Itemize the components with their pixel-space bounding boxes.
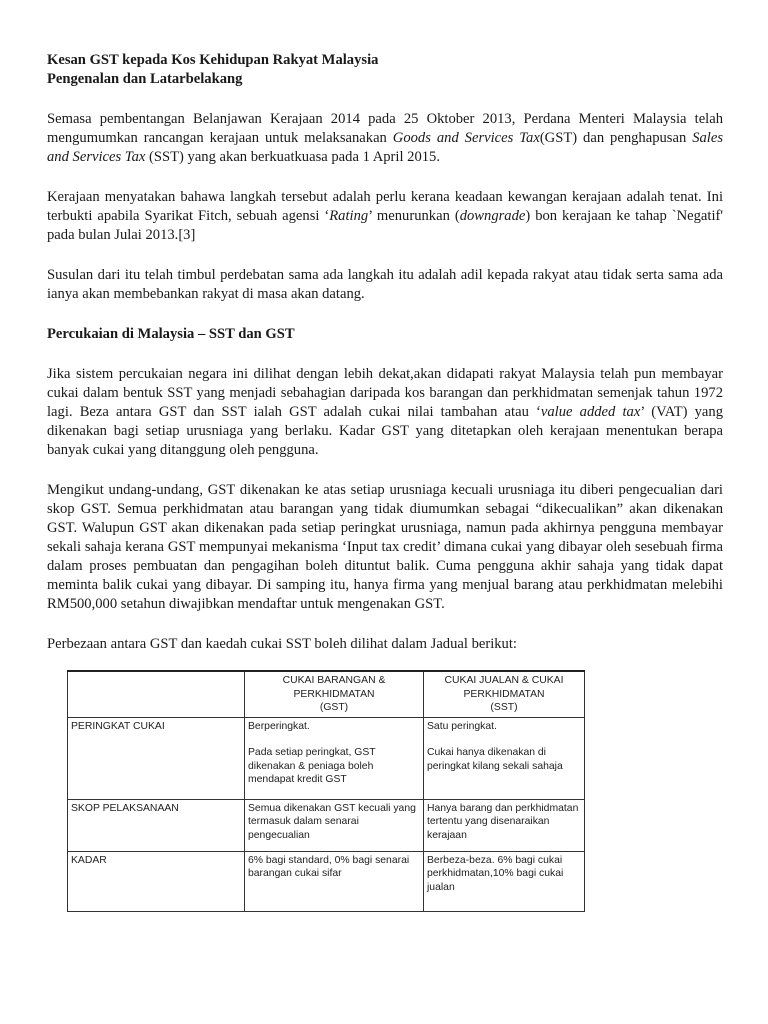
table-row: [68, 717, 585, 799]
table-row: [68, 799, 585, 851]
gst-cell: Semua dikenakan GST kecuali yang termasuk dalam senarai pengecualian: [245, 799, 424, 851]
table-header-row: [68, 671, 585, 717]
row-label-cell: KADAR: [68, 851, 245, 911]
table-row: [68, 851, 585, 911]
sst-cell: Satu peringkat. Cukai hanya dikenakan di peringkat kilang sekali sahaja: [424, 717, 585, 799]
gst-cell: 6% bagi standard, 0% bagi senarai barangan cukai sifar: [245, 851, 424, 911]
paragraph-6: Perbezaan antara GST dan kaedah cukai SST boleh dilihat dalam Jadual berikut:: [47, 636, 517, 652]
section-heading-sst-gst: Percukaian di Malaysia – SST dan GST: [47, 326, 295, 342]
sst-cell: Hanya barang dan perkhidmatan tertentu yang disenaraikan kerajaan: [424, 799, 585, 851]
gst-cell: Berperingkat. Pada setiap peringkat, GST dikenakan & peniaga boleh mendapat kredit GST: [245, 717, 424, 799]
sst-cell: Berbeza-beza. 6% bagi cukai perkhidmatan,10% bagi cukai jualan: [424, 851, 585, 911]
row-label-cell: PERINGKAT CUKAI: [68, 717, 245, 799]
paragraph-3: Susulan dari itu telah timbul perdebatan sama ada langkah itu adalah adil kepada rakyat atau tidak serta sama ada ianya akan membebankan rakyat di masa akan datang.: [47, 267, 723, 302]
paragraph-5: Mengikut undang-undang, GST dikenakan ke atas setiap urusniaga kecuali urusniaga itu diberi pengecualian dari skop GST. Semua perkhidmatan atau barangan yang tidak diumumkan sebagai “dikecualikan” akan dikenakan GST. Walupun GST akan dikenakan pada setiap peringkat urusniaga, namun pada akhirnya pengguna membayar sekali sahaja kerana GST mempunyai mekanisma ‘Input tax credit’ dimana cukai yang dibayar oleh sesebuah firma dalam proses pembuatan dan pengagihan boleh dituntut balik. Cuma pengguna akhir sahaja yang tidak dapat meminta balik cukai yang dibayar. Di samping itu, hanya firma yang menjual barang atau perkhidmatan melebihi RM500,000 setahun diwajibkan mendaftar untuk mengenakan GST.: [47, 482, 723, 612]
header-gst-cell: CUKAI BARANGAN & PERKHIDMATAN (GST): [245, 671, 424, 717]
row-label-cell: SKOP PELAKSANAAN: [68, 799, 245, 851]
comparison-table-wrap: [67, 670, 585, 912]
section-heading-intro: Pengenalan dan Latarbelakang: [47, 71, 243, 87]
header-blank-cell: [68, 671, 245, 717]
header-sst-cell: CUKAI JUALAN & CUKAI PERKHIDMATAN (SST): [424, 671, 585, 717]
paragraph-1: Semasa pembentangan Belanjawan Kerajaan 2014 pada 25 Oktober 2013, Perdana Menteri Malaysia telah mengumumkan rancangan kerajaan untuk melaksanakan Goods and Services Tax(GST) dan penghapusan Sales and Services Tax (SST) yang akan berkuatkuasa pada 1 April 2015.: [47, 111, 724, 165]
paragraph-2: Kerajaan menyatakan bahawa langkah tersebut adalah perlu kerana keadaan kewangan kerajaan adalah tenat. Ini terbukti apabila Syarikat Fitch, sebuah agensi ‘Rating’ menurunkan (downgrade) bon kerajaan ke tahap `Negatif' pada bulan Julai 2013.[3]: [47, 189, 723, 243]
document-title: Kesan GST kepada Kos Kehidupan Rakyat Malaysia: [47, 52, 379, 68]
document-body: [47, 51, 723, 654]
paragraph-4: Jika sistem percukaian negara ini dilihat dengan lebih dekat,akan didapati rakyat Malaysia telah pun membayar cukai dalam bentuk SST yang menjadi sebahagian daripada kos barangan dan perkhidmatan semenjak tahun 1972 lagi. Beza antara GST dan SST ialah GST adalah cukai nilai tambahan atau ‘value added tax’ (VAT) yang dikenakan bagi setiap urusniaga yang berlaku. Kadar GST yang ditetapkan oleh kerajaan menentukan berapa banyak cukai yang ditanggung oleh pengguna.: [47, 366, 723, 458]
gst-sst-comparison-table: [67, 670, 585, 912]
